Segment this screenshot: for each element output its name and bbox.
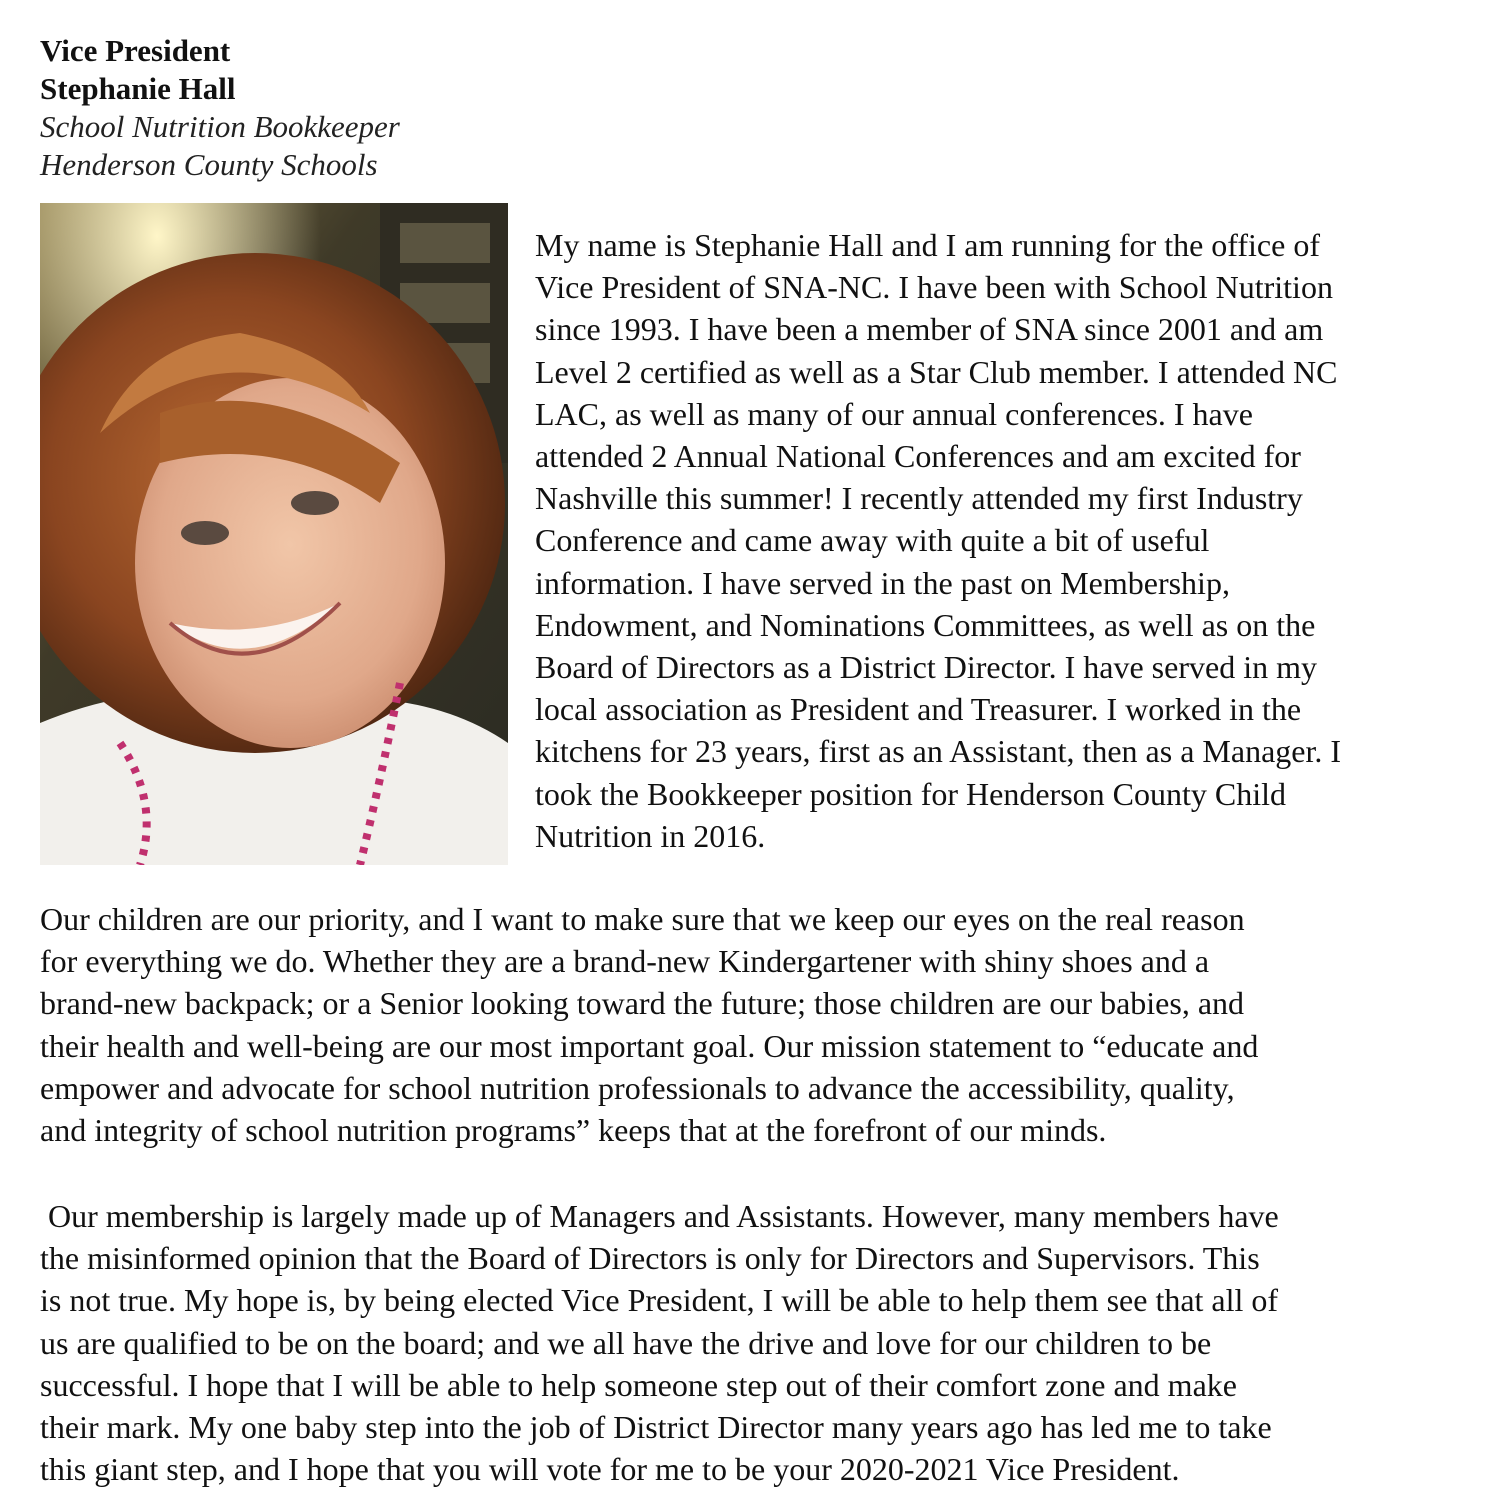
bio-line: Nashville this summer! I recently attended my first Industry <box>535 480 1303 517</box>
paragraph-line: successful. I hope that I will be able to help someone step out of their comfort zone and make <box>40 1366 1237 1403</box>
priorities-paragraph <box>40 898 1480 1151</box>
bio-line: Nutrition in 2016. <box>535 817 766 854</box>
portrait-photo <box>40 203 508 865</box>
paragraph-line: their mark. My one baby step into the job of District Director many years ago has led me to take <box>40 1409 1272 1446</box>
paragraph-line: this giant step, and I hope that you will vote for me to be your 2020-2021 Vice President. <box>40 1451 1180 1488</box>
bio-line: My name is Stephanie Hall and I am running for the office of <box>535 227 1320 263</box>
paragraph-line: the misinformed opinion that the Board of Directors is only for Directors and Supervisors. This <box>40 1240 1260 1277</box>
bio-line: since 1993. I have been a member of SNA since 2001 and am <box>535 311 1324 348</box>
membership-paragraph <box>40 1195 1480 1490</box>
bio-line: kitchens for 23 years, first as an Assistant, then as a Manager. I <box>535 733 1342 770</box>
bio-line: Vice President of SNA-NC. I have been with School Nutrition <box>535 269 1333 306</box>
paragraph-line: brand-new backpack; or a Senior looking toward the future; those children are our babies, and <box>40 985 1245 1022</box>
bio-line: attended 2 Annual National Conferences and am excited for <box>535 438 1301 475</box>
bio-line: Board of Directors as a District Director. I have served in my <box>535 649 1317 686</box>
paragraph-line: empower and advocate for school nutrition professionals to advance the accessibility, quality, <box>40 1069 1235 1106</box>
paragraph-line: is not true. My hope is, by being elected Vice President, I will be able to help them see that all of <box>40 1282 1279 1319</box>
bio-line: Level 2 certified as well as a Star Club member. I attended NC <box>535 353 1338 390</box>
bio-line: local association as President and Treasurer. I worked in the <box>535 691 1302 728</box>
paragraph-line: their health and well-being are our most important goal. Our mission statement to “educate and <box>40 1027 1259 1064</box>
position-title: Vice President <box>40 33 231 68</box>
bio-line: LAC, as well as many of our annual conferences. I have <box>535 395 1253 432</box>
bio-line: information. I have served in the past on Membership, <box>535 564 1230 601</box>
organization: Henderson County Schools <box>40 147 378 182</box>
paragraph-line: us are qualified to be on the board; and we all have the drive and love for our children to be <box>40 1324 1212 1361</box>
candidate-header <box>40 32 400 184</box>
candidate-name: Stephanie Hall <box>40 71 236 106</box>
paragraph-line: Our children are our priority, and I want to make sure that we keep our eyes on the real reason <box>40 901 1245 937</box>
paragraph-line: for everything we do. Whether they are a brand-new Kindergartener with shiny shoes and a <box>40 943 1210 980</box>
bio-line: Endowment, and Nominations Committees, as well as on the <box>535 606 1316 643</box>
paragraph-line: and integrity of school nutrition programs” keeps that at the forefront of our minds. <box>40 1112 1107 1149</box>
bio-paragraph <box>535 224 1485 857</box>
job-title: School Nutrition Bookkeeper <box>40 109 400 144</box>
bio-line: Conference and came away with quite a bit of useful <box>535 522 1210 559</box>
paragraph-line: Our membership is largely made up of Managers and Assistants. However, many members have <box>40 1198 1279 1234</box>
bio-line: took the Bookkeeper position for Henderson County Child <box>535 775 1287 812</box>
